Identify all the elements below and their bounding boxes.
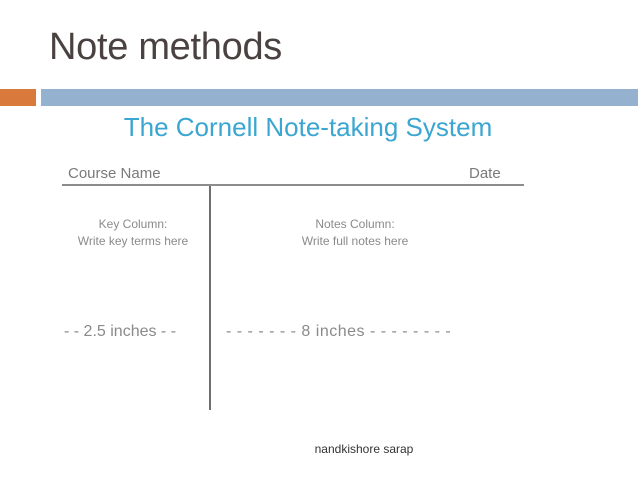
notes-column-subtitle: Write full notes here xyxy=(301,234,409,248)
figure-title xyxy=(0,112,638,143)
key-width-label: - - 2.5 inches - - xyxy=(64,323,177,340)
footer-author: nandkishore sarap xyxy=(314,442,414,456)
key-column xyxy=(62,216,204,250)
date-label: Date xyxy=(469,165,501,182)
key-column-subtitle: Write key terms here xyxy=(77,234,189,248)
key-column-title: Key Column: xyxy=(98,217,168,231)
footer xyxy=(0,442,638,456)
header-bar xyxy=(41,89,638,106)
vertical-rule xyxy=(209,186,211,410)
accent-bar xyxy=(0,89,36,106)
horizontal-rule xyxy=(62,184,524,186)
notes-column-title: Notes Column: xyxy=(315,217,395,231)
notes-width-label: - - - - - - - 8 inches - - - - - - - - xyxy=(226,323,452,340)
slide-title: Note methods xyxy=(49,26,282,68)
course-name-label: Course Name xyxy=(68,165,161,182)
notes-column xyxy=(250,216,460,250)
figure-title-text: The Cornell Note-taking System xyxy=(123,112,493,142)
